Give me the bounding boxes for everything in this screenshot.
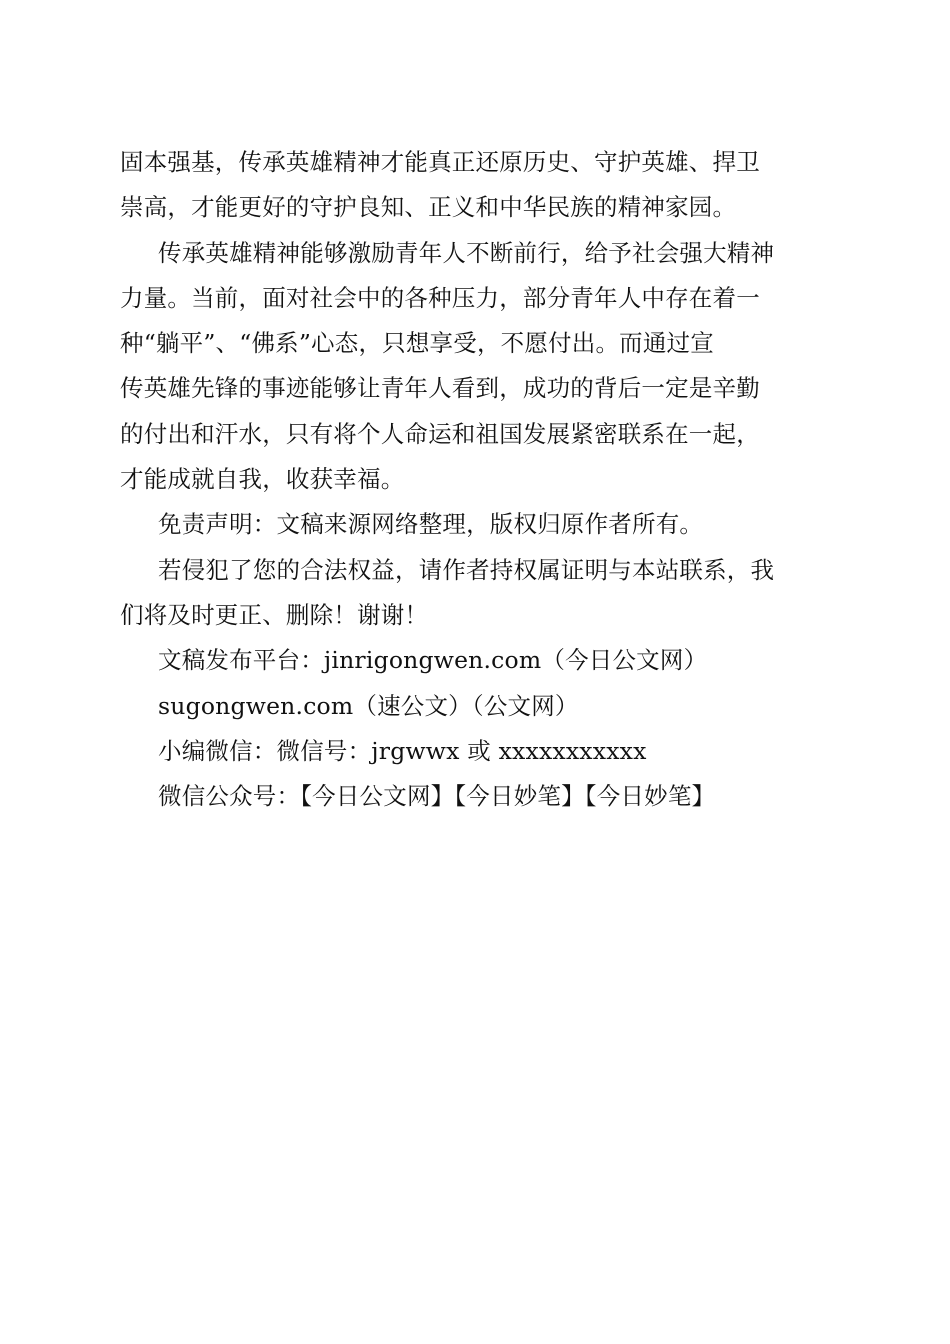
footer-official-accounts bbox=[120, 774, 828, 819]
document-body bbox=[120, 140, 828, 819]
paragraph-disclaimer bbox=[120, 502, 828, 547]
footer-site2 bbox=[120, 684, 828, 729]
text-line: 免责声明：文稿来源网络整理，版权归原作者所有。 bbox=[158, 510, 704, 539]
site2-text: sugongwen.com（速公文）（公文网） bbox=[158, 691, 579, 720]
text-line: 力量。当前，面对社会中的各种压力，部分青年人中存在着一 bbox=[120, 283, 760, 312]
text-line: 传承英雄精神能够激励青年人不断前行，给予社会强大精神 bbox=[158, 238, 775, 267]
text-line: 的付出和汗水，只有将个人命运和祖国发展紧密联系在一起， bbox=[120, 419, 760, 448]
text-line: 种“躺平”、“佛系”心态，只想享受，不愿付出。而通过宣 bbox=[120, 329, 714, 358]
footer-wechat bbox=[120, 729, 828, 774]
text-line: 们将及时更正、删除！谢谢！ bbox=[120, 600, 429, 629]
paragraph-continuation bbox=[120, 140, 828, 231]
text-line: 若侵犯了您的合法权益，请作者持权属证明与本站联系，我 bbox=[158, 555, 775, 584]
text-line: 才能成就自我，收获幸福。 bbox=[120, 465, 405, 494]
wechat-text: 小编微信：微信号：jrgwwx 或 xxxxxxxxxxx bbox=[158, 736, 647, 765]
paragraph-infringement bbox=[120, 548, 828, 639]
footer-platform bbox=[120, 638, 828, 683]
official-accounts-text: 微信公众号：【今日公文网】【今日妙笔】【今日妙笔】 bbox=[158, 782, 716, 811]
paragraph-youth bbox=[120, 231, 828, 503]
platform-text: 文稿发布平台：jinrigongwen.com（今日公文网） bbox=[158, 646, 708, 675]
text-line: 固本强基，传承英雄精神才能真正还原历史、守护英雄、捍卫 bbox=[120, 148, 760, 176]
text-line: 崇高，才能更好的守护良知、正义和中华民族的精神家园。 bbox=[120, 193, 737, 222]
text-line: 传英雄先锋的事迹能够让青年人看到，成功的背后一定是辛勤 bbox=[120, 374, 760, 403]
